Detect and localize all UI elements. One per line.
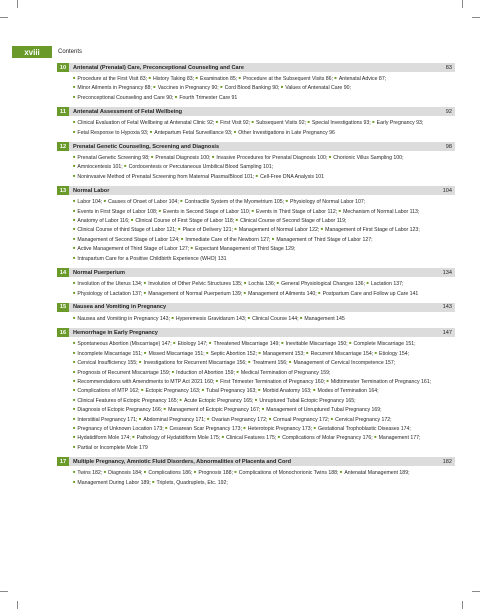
toc-entry[interactable]: ■ Clinical Evaluation of Fetal Wellbeing at Antenatal Clinic 92; bbox=[73, 120, 214, 126]
toc-entry[interactable]: ■ Mechanism of Normal Labor 113; bbox=[339, 209, 420, 215]
toc-entry[interactable]: ■ Management of Cervical Incompetence 157; bbox=[289, 360, 395, 366]
toc-entry[interactable]: ■ Partial or Incomplete Mole 179 bbox=[73, 445, 148, 451]
toc-entry[interactable]: ■ Noninvasive Method of Prenatal Screening from Maternal Plasma/Blood 101; bbox=[73, 174, 254, 180]
toc-entry[interactable]: ■ Cord Blood Banking 90; bbox=[220, 85, 279, 91]
toc-entry[interactable]: ■ Physiology of Lactation 137; bbox=[73, 291, 142, 297]
toc-entry[interactable]: ■ Examination 85; bbox=[196, 76, 238, 82]
toc-entry[interactable]: ■ Prognosis of Recurrent Miscarriage 159; bbox=[73, 370, 170, 376]
chapter-title: Antenatal (Prenatal) Care, Preconceptional Counseling and Care bbox=[73, 64, 244, 71]
crop-mark bbox=[472, 17, 480, 18]
chapter-section bbox=[57, 107, 455, 137]
chapter-title: Hemorrhage in Early Pregnancy bbox=[73, 329, 158, 336]
toc-entry[interactable]: ■ Cervical Insufficiency 155; bbox=[73, 360, 138, 366]
toc-entry[interactable]: ■ Management of Normal Labor 122; bbox=[234, 227, 319, 233]
toc-entry[interactable]: ■ Midtrimester Termination of Pregnancy 161; bbox=[326, 379, 431, 385]
toc-entry[interactable]: ■ Diagnosis of Ectopic Pregnancy 166; bbox=[73, 407, 162, 413]
toc-entry[interactable]: ■ Contractile System of the Myometrium 105; bbox=[180, 199, 284, 205]
crop-mark bbox=[462, 0, 463, 8]
toc-entry[interactable]: ■ Inevitable Miscarriage 150; bbox=[281, 341, 347, 347]
toc-entry[interactable]: ■ Pregnancy of Unknown Location 173; bbox=[73, 426, 164, 432]
chapter-number: 17 bbox=[57, 457, 69, 466]
toc-entry[interactable]: ■ Complications of Molar Pregnancy 176; bbox=[278, 435, 373, 441]
toc-entry[interactable]: ■ Prenatal Diagnosis 100; bbox=[151, 155, 211, 161]
toc-entry[interactable]: ■ Recommendations with Amendments to MTP Act 2021 160; bbox=[73, 379, 214, 385]
crop-mark bbox=[472, 591, 480, 592]
toc-entry[interactable]: ■ Antenatal Management 189; bbox=[340, 470, 410, 476]
toc-entry[interactable]: ■ Modes of Termination 164; bbox=[313, 388, 378, 394]
chapter-page: 143 bbox=[442, 304, 452, 311]
toc-entry[interactable]: ■ Clinical Course of Second Stage of Labor 119; bbox=[236, 218, 347, 224]
chapter-page: 147 bbox=[442, 329, 452, 336]
chapter-section bbox=[57, 186, 455, 263]
chapter-page: 134 bbox=[442, 269, 452, 276]
toc-entry[interactable]: ■ Management 177; bbox=[374, 435, 420, 441]
chapter-page: 92 bbox=[445, 108, 452, 115]
toc-entry[interactable]: ■ Lactation 137; bbox=[366, 281, 403, 287]
toc-entry[interactable]: ■ Antepartum Fetal Surveillance 93; bbox=[150, 130, 233, 136]
toc-entry[interactable]: ■ Clinical Course of third Stage of Labor 121; bbox=[73, 227, 177, 233]
toc-entry[interactable]: ■ Threatened Miscarriage 149; bbox=[209, 341, 280, 347]
toc-entry[interactable]: ■ Subsequent Visits 92; bbox=[252, 120, 307, 126]
chapter-number: 11 bbox=[57, 107, 69, 116]
page-header bbox=[12, 46, 468, 58]
chapter-page: 98 bbox=[445, 143, 452, 150]
chapter-entries bbox=[57, 151, 455, 181]
toc-entry[interactable]: ■ Involution of the Uterus 134; bbox=[73, 281, 142, 287]
chapter-heading[interactable] bbox=[57, 328, 455, 337]
chapter-entries bbox=[57, 337, 455, 452]
chapter-section bbox=[57, 457, 455, 487]
toc-entry[interactable]: ■ Procedure at the Subsequent Visits 86; bbox=[239, 76, 333, 82]
toc-entry[interactable]: ■ Labor 104; bbox=[73, 199, 102, 205]
crop-mark bbox=[0, 17, 8, 18]
crop-mark bbox=[0, 591, 8, 592]
toc-entry[interactable]: ■ Place of Delivery 121; bbox=[178, 227, 233, 233]
toc-entry[interactable]: ■ Anatomy of Labor 116; bbox=[73, 218, 130, 224]
toc-entry[interactable]: ■ Postpartum Care and Follow up Care 141 bbox=[318, 291, 418, 297]
toc-entry[interactable]: ■ Clinical Features of Ectopic Pregnancy 165; bbox=[73, 398, 178, 404]
chapter-section bbox=[57, 268, 455, 298]
toc-entry[interactable]: ■ Complications 186; bbox=[144, 470, 193, 476]
chapter-entries bbox=[57, 195, 455, 263]
page-number: xviii bbox=[12, 46, 52, 58]
toc-entry[interactable]: ■ Minor Ailments in Pregnancy 88; bbox=[73, 85, 152, 91]
chapter-number: 13 bbox=[57, 186, 69, 195]
toc-entry[interactable]: ■ Preconceptional Counseling and Care 90; bbox=[73, 95, 173, 101]
toc-entry[interactable]: ■ Management of Normal Puerperium 139; bbox=[144, 291, 242, 297]
toc-entry[interactable]: ■ Events in First Stage of Labor 108; bbox=[73, 209, 157, 215]
toc-entry[interactable]: ■ Etiology 154; bbox=[375, 351, 409, 357]
toc-entry[interactable]: ■ Active Management of Third Stage of Labor 127; bbox=[73, 246, 189, 252]
chapter-heading[interactable] bbox=[57, 186, 455, 195]
chapter-section bbox=[57, 142, 455, 181]
chapter-title: Antenatal Assessment of Fetal Wellbeing bbox=[73, 108, 183, 115]
chapter-heading[interactable] bbox=[57, 303, 455, 312]
chapter-number: 16 bbox=[57, 328, 69, 337]
toc-entry[interactable]: ■ Septic Abortion 152; bbox=[206, 351, 257, 357]
chapter-heading[interactable] bbox=[57, 268, 455, 277]
toc-entry[interactable]: ■ First Trimester Termination of Pregnancy 160; bbox=[216, 379, 325, 385]
toc-entry[interactable]: ■ Cordocentesis or Percutaneous Umbilical Blood Sampling 101; bbox=[124, 164, 273, 170]
toc-entry[interactable]: ■ Management of Third Stage of Labor 127; bbox=[272, 237, 373, 243]
toc-entry[interactable]: ■ Ovarian Pregnancy 172; bbox=[207, 417, 267, 423]
chapter-section bbox=[57, 63, 455, 102]
toc-entry[interactable]: ■ Fetal Response to Hypoxia 93; bbox=[73, 130, 148, 136]
toc-entry[interactable]: ■ Special Investigations 93; bbox=[307, 120, 370, 126]
toc-entry[interactable]: ■ Events in Third Stage of Labor 112; bbox=[252, 209, 338, 215]
toc-entry[interactable]: ■ Abdominal Pregnancy 171; bbox=[139, 417, 206, 423]
toc-entry[interactable]: ■ Twins 182; bbox=[73, 470, 102, 476]
toc-entry[interactable]: ■ Antenatal Advice 87; bbox=[334, 76, 386, 82]
toc-entry[interactable]: ■ Clinical Features 175; bbox=[222, 435, 277, 441]
chapter-entries bbox=[57, 466, 455, 487]
toc-entry[interactable]: ■ Amniocentesis 101; bbox=[73, 164, 123, 170]
toc-entry[interactable]: ■ Fourth Trimester Care 91 bbox=[175, 95, 237, 101]
toc-entry[interactable]: ■ Gestational Trophoblastic Diseases 174; bbox=[314, 426, 411, 432]
toc-entry[interactable]: ■ Complete Miscarriage 151; bbox=[349, 341, 415, 347]
toc-entry[interactable]: ■ Tubal Pregnancy 163; bbox=[202, 388, 257, 394]
toc-entry[interactable]: ■ Acute Ectopic Pregnancy 165; bbox=[180, 398, 254, 404]
toc-entry[interactable]: ■ Chorionic Villus Sampling 100; bbox=[329, 155, 404, 161]
toc-entry[interactable]: ■ Management of Second Stage of Labor 124; bbox=[73, 237, 180, 243]
toc-entry[interactable]: ■ Clinical Course of First Stage of Labor 118; bbox=[131, 218, 234, 224]
chapter-page: 104 bbox=[442, 187, 452, 194]
chapter-title: Multiple Pregnancy, Amniotic Fluid Disorders, Abnormalities of Placenta and Cord bbox=[73, 458, 291, 465]
toc-entry[interactable]: ■ Cesarean Scar Pregnancy 173; bbox=[165, 426, 242, 432]
toc-entry[interactable]: ■ Morbid Anatomy 163; bbox=[258, 388, 311, 394]
toc-entry[interactable]: ■ First Visit 92; bbox=[216, 120, 250, 126]
toc-entry[interactable]: ■ Incomplete Miscarriage 151; bbox=[73, 351, 143, 357]
toc-entry[interactable]: ■ Prenatal Genetic Screening 98; bbox=[73, 155, 150, 161]
crop-mark bbox=[17, 0, 18, 8]
chapter-entries bbox=[57, 116, 455, 137]
toc-entry[interactable]: ■ Unruptured Tubal Ectopic Pregnancy 165; bbox=[255, 398, 356, 404]
toc-entry[interactable]: ■ Invasive Procedures for Prenatal Diagnosis 100; bbox=[212, 155, 327, 161]
toc-entry[interactable]: ■ Interstitial Pregnancy 171; bbox=[73, 417, 137, 423]
chapter-title: Prenatal Genetic Counseling, Screening and Diagnosis bbox=[73, 143, 220, 150]
chapter-heading[interactable] bbox=[57, 107, 455, 116]
toc-entry[interactable]: ■ Lochia 136; bbox=[244, 281, 275, 287]
toc-entry[interactable]: ■ Heterotopic Pregnancy 173; bbox=[243, 426, 312, 432]
crop-mark bbox=[17, 601, 18, 609]
chapter-title: Normal Puerperium bbox=[73, 269, 125, 276]
toc-entry[interactable]: ■ Other Investigations in Late Pregnancy 96 bbox=[234, 130, 335, 136]
chapter-entries bbox=[57, 72, 455, 102]
toc-entry[interactable]: ■ History Taking 83; bbox=[149, 76, 195, 82]
toc-entry[interactable]: ■ Investigations for Recurrent Miscarriage 156; bbox=[139, 360, 247, 366]
toc-entry[interactable]: ■ Diagnosis 184; bbox=[104, 470, 143, 476]
chapter-number: 14 bbox=[57, 268, 69, 277]
chapter-entries bbox=[57, 277, 455, 298]
toc-entry[interactable]: ■ Early Pregnancy 93; bbox=[372, 120, 423, 126]
toc-entry[interactable]: ■ Causes of Onset of Labor 104; bbox=[104, 199, 179, 205]
toc-entry[interactable]: ■ Management During Labor 189; bbox=[73, 480, 151, 486]
toc-entry[interactable]: ■ Vaccines in Pregnancy 90; bbox=[153, 85, 218, 91]
chapter-heading[interactable] bbox=[57, 457, 455, 466]
toc-entry[interactable]: ■ Expectant Management of Third Stage 129; bbox=[191, 246, 296, 252]
toc-entry[interactable]: ■ Cell-Free DNA Analysis 101 bbox=[256, 174, 324, 180]
toc-entry[interactable]: ■ Management 145 bbox=[300, 316, 345, 322]
toc-entry[interactable]: ■ Complications of Monochorionic Twins 188; bbox=[234, 470, 338, 476]
toc-entry[interactable]: ■ Intrapartum Care for a Positive Childbirth Experience (WHO) 131 bbox=[73, 256, 226, 262]
toc-entry[interactable]: ■ Physiology of Normal Labor 107; bbox=[286, 199, 366, 205]
toc-entry[interactable]: ■ Complications of MTP 162; bbox=[73, 388, 140, 394]
toc-entry[interactable]: ■ Management of Ailments 140; bbox=[244, 291, 317, 297]
chapter-section bbox=[57, 328, 455, 452]
toc-entry[interactable]: ■ Missed Miscarriage 151; bbox=[144, 351, 205, 357]
toc-entry[interactable]: ■ Procedure at the First Visit 83; bbox=[73, 76, 147, 82]
chapter-section bbox=[57, 303, 455, 323]
chapter-number: 10 bbox=[57, 63, 69, 72]
toc-entry[interactable]: ■ General Physiological Changes 136; bbox=[277, 281, 365, 287]
toc-entry[interactable]: ■ Clinical Course 144; bbox=[248, 316, 299, 322]
chapter-title: Normal Labor bbox=[73, 187, 110, 194]
toc-entry[interactable]: ■ Events in Second Stage of Labor 110; bbox=[159, 209, 250, 215]
toc-entry[interactable]: ■ Management of Ectopic Pregnancy 167; bbox=[164, 407, 261, 413]
toc-entry[interactable]: ■ Management 153; bbox=[258, 351, 304, 357]
chapter-title: Nausea and Vomiting in Pregnancy bbox=[73, 304, 167, 311]
chapter-number: 15 bbox=[57, 303, 69, 312]
toc-entry[interactable]: ■ Hyperemesis Gravidarum 143; bbox=[171, 316, 246, 322]
toc-entry[interactable]: ■ Involution of Other Pelvic Structures 135; bbox=[144, 281, 243, 287]
toc-entry[interactable]: ■ Values of Antenatal Care 90; bbox=[281, 85, 351, 91]
toc-entry[interactable]: ■ Induction of Abortion 159; bbox=[172, 370, 235, 376]
table-of-contents bbox=[57, 63, 455, 492]
toc-entry[interactable]: ■ Triplets, Quadruplets, Etc. 192; bbox=[152, 480, 228, 486]
toc-entry[interactable]: ■ Etiology 147; bbox=[173, 341, 207, 347]
toc-entry[interactable]: ■ Spontaneous Abortion (Miscarriage) 147; bbox=[73, 341, 172, 347]
running-title: Contents bbox=[58, 49, 83, 55]
toc-entry[interactable]: ■ Hydatidiform Mole 174; bbox=[73, 435, 131, 441]
toc-entry[interactable]: ■ Cornual Pregnancy 172; bbox=[269, 417, 329, 423]
toc-entry[interactable]: ■ Management of Unruptured Tubal Pregnancy 169; bbox=[262, 407, 382, 413]
chapter-heading[interactable] bbox=[57, 142, 455, 151]
chapter-page: 83 bbox=[445, 64, 452, 71]
chapter-entries bbox=[57, 312, 455, 323]
chapter-page: 182 bbox=[442, 458, 452, 465]
toc-entry[interactable]: ■ Ectopic Pregnancy 163; bbox=[141, 388, 200, 394]
toc-entry[interactable]: ■ Cervical Pregnancy 172; bbox=[331, 417, 392, 423]
crop-mark bbox=[462, 601, 463, 609]
toc-entry[interactable]: ■ Immediate Care of the Newborn 127; bbox=[181, 237, 270, 243]
toc-entry[interactable]: ■ Medical Termination of Pregnancy 159; bbox=[236, 370, 330, 376]
toc-entry[interactable]: ■ Nausea and Vomiting in Pregnancy 143; bbox=[73, 316, 170, 322]
toc-entry[interactable]: ■ Recurrent Miscarriage 154; bbox=[306, 351, 373, 357]
toc-entry[interactable]: ■ Prognosis 188; bbox=[194, 470, 233, 476]
toc-entry[interactable]: ■ Treatment 156; bbox=[248, 360, 287, 366]
chapter-number: 12 bbox=[57, 142, 69, 151]
toc-entry[interactable]: ■ Pathology of Hydatidiform Mole 175; bbox=[132, 435, 220, 441]
toc-entry[interactable]: ■ Management of First Stage of Labor 123; bbox=[321, 227, 420, 233]
chapter-heading[interactable] bbox=[57, 63, 455, 72]
